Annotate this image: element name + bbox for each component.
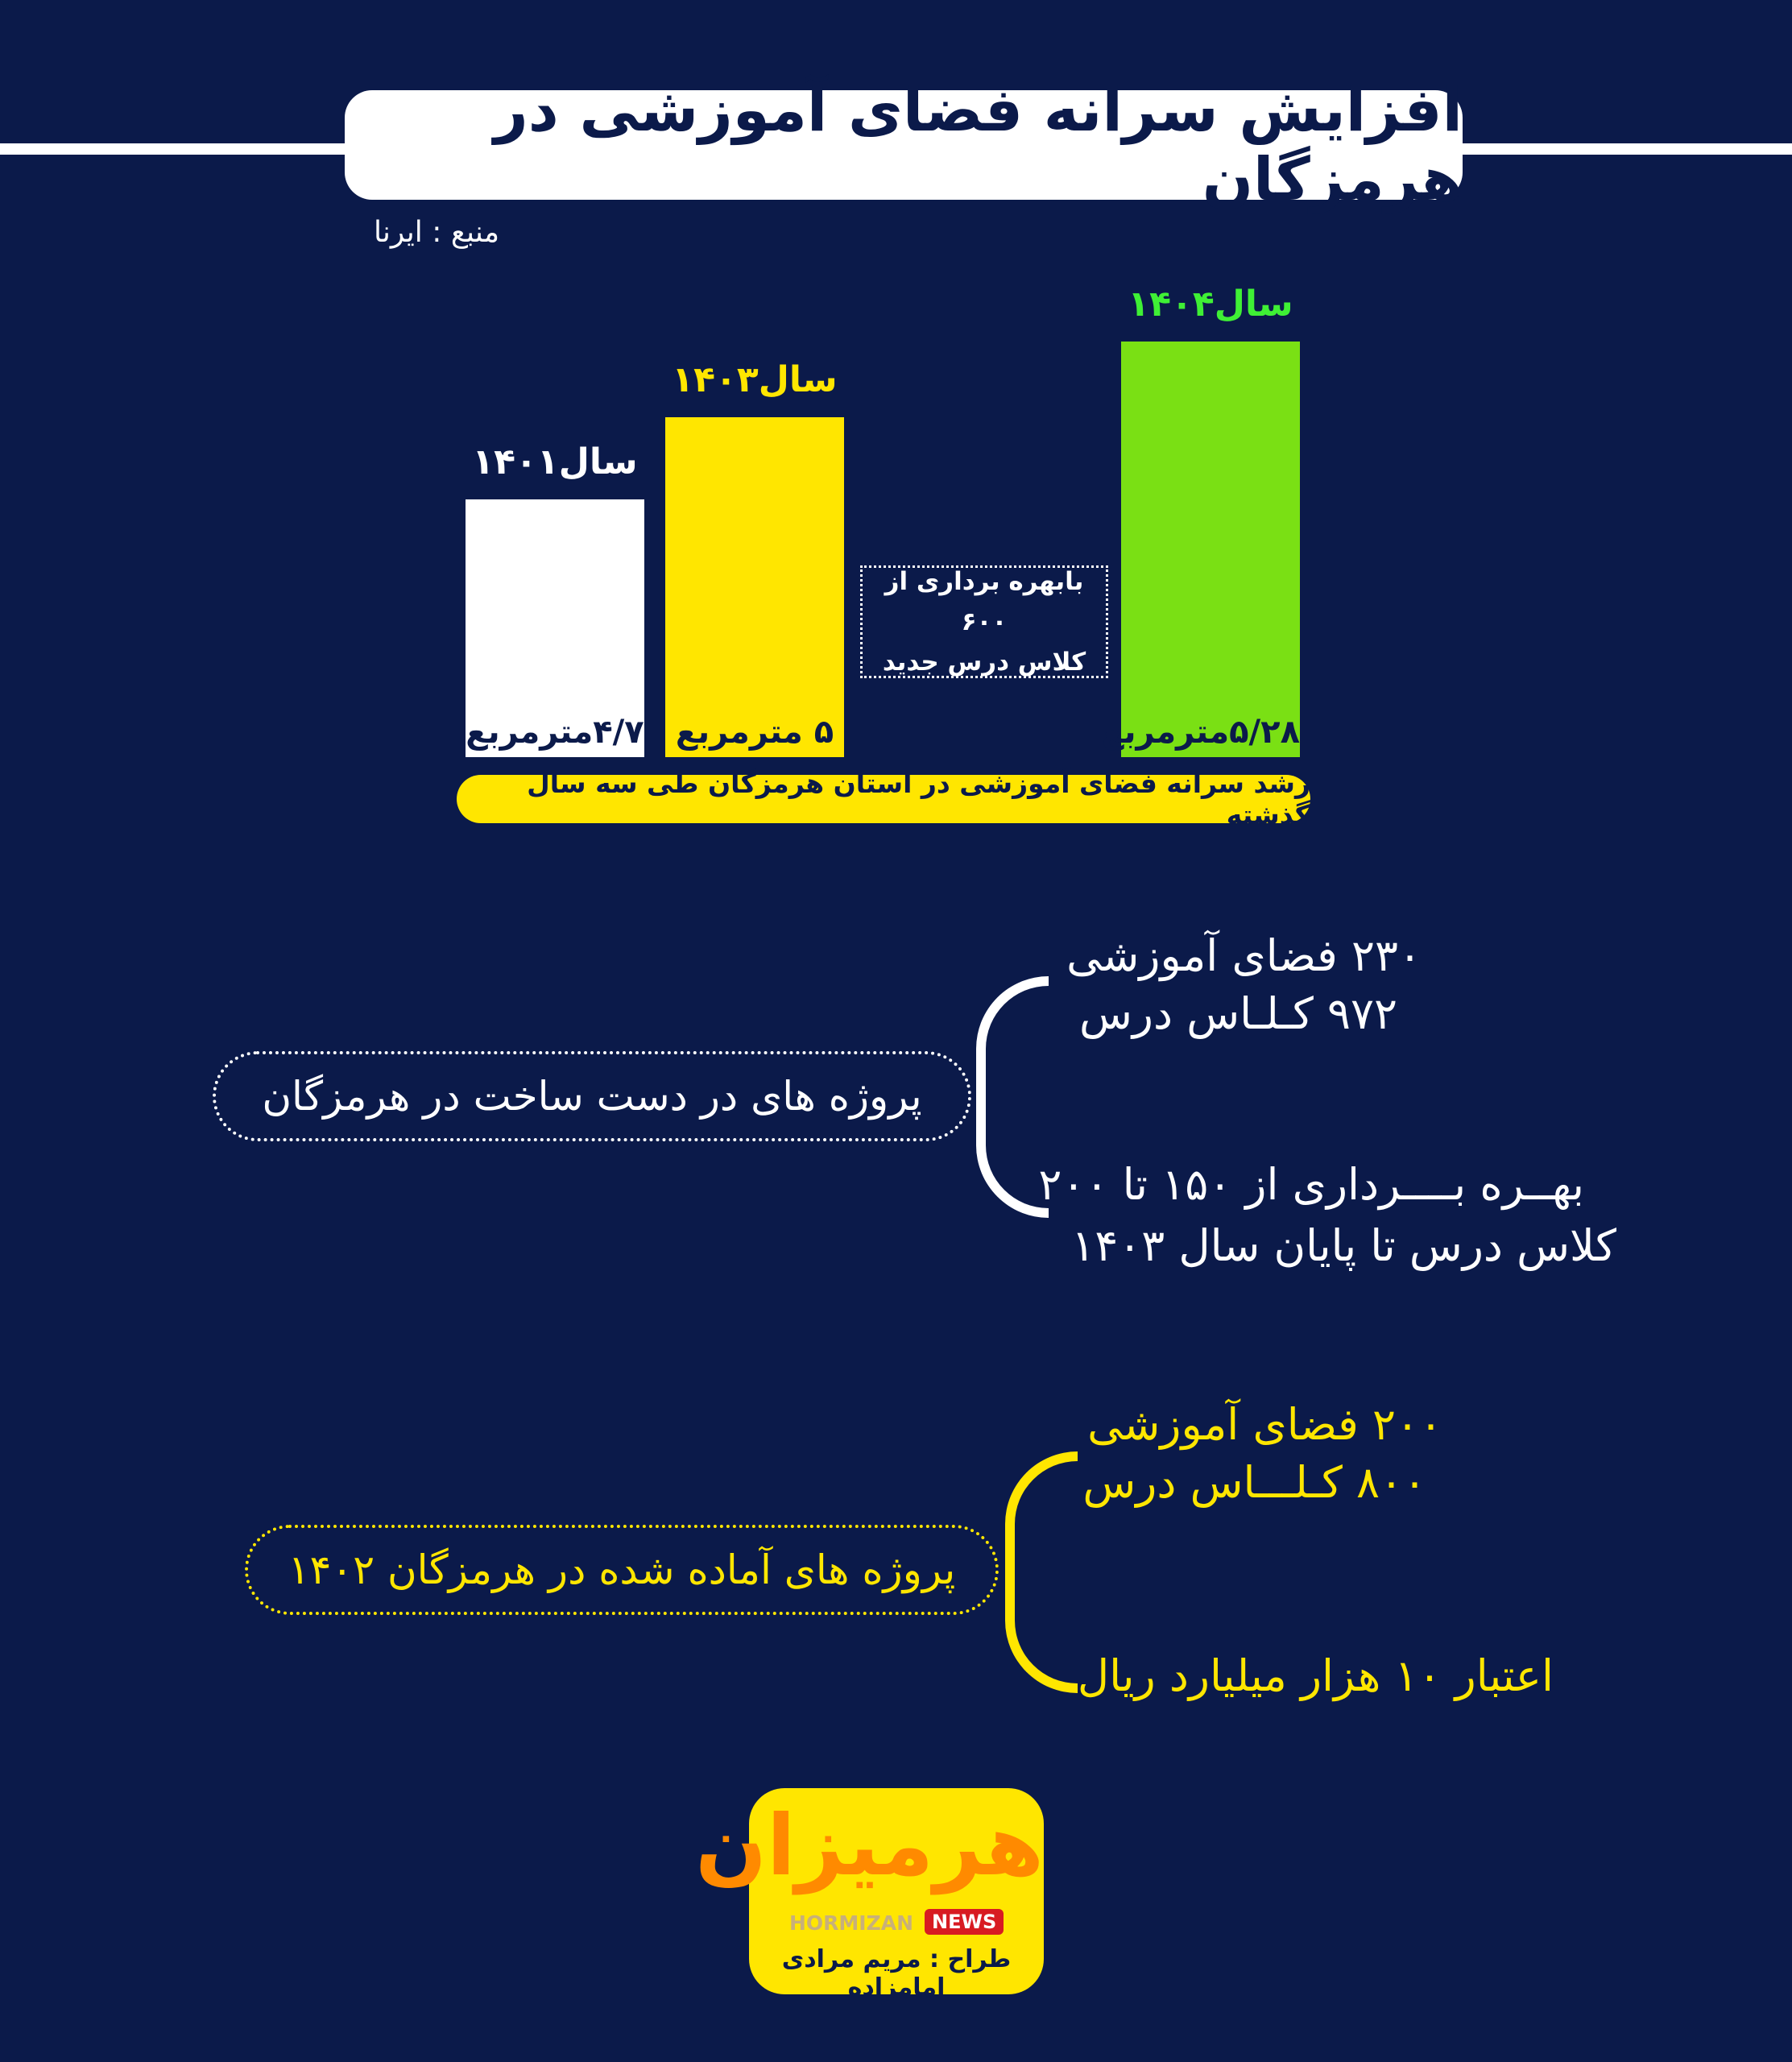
ready-projects-brace xyxy=(1005,1451,1078,1693)
hormizan-logo xyxy=(695,1788,1044,2002)
year-label-1404: سال۱۴۰۴ xyxy=(1128,284,1293,325)
chart-title: رشد سرانه فضای آموزشی در استان هرمزگان طی سه سال گذشته xyxy=(457,775,1310,823)
ready-projects-line-1: ۲۰۰ فضای آموزشی xyxy=(1087,1399,1442,1450)
title-rule-left xyxy=(0,143,346,155)
source-label: منبع : ایرنا xyxy=(373,216,499,249)
bar-value-1403: ۵ مترمربع xyxy=(675,714,834,751)
logo-news-badge: NEWS xyxy=(925,1909,1004,1935)
bar-value-1404: ۵/۲۸مترمربع xyxy=(1102,714,1300,751)
under-construction-line-3: بهــره بــــرداری از ۱۵۰ تا ۲۰۰ xyxy=(1038,1159,1584,1210)
ready-projects-line-2: ۸۰۰ کـلـــاس درس xyxy=(1082,1457,1426,1508)
bar-1401 xyxy=(466,499,644,757)
bar-1403 xyxy=(665,417,844,757)
bar-1404 xyxy=(1102,342,1300,757)
title-rule-right xyxy=(1461,143,1792,155)
under-construction-text: پروژه های در دست ساخت در هرمزگان xyxy=(262,1073,922,1120)
under-construction-line-4: کلاس درس تا پایان سال ۱۴۰۳ xyxy=(1071,1220,1616,1271)
ready-projects-text: پروژه های آماده شده در هرمزگان ۱۴۰۲ xyxy=(288,1546,956,1593)
logo-sub: HORMIZAN xyxy=(789,1911,914,1935)
year-label-1401: سال۱۴۰۱ xyxy=(472,441,638,482)
under-construction-label xyxy=(213,1051,971,1141)
ready-projects-line-3: اعتبار ۱۰ هزار میلیارد ریال xyxy=(1077,1650,1554,1701)
ready-projects-label xyxy=(245,1525,999,1615)
under-construction-line-1: ۲۳۰ فضای آموزشی xyxy=(1066,930,1422,981)
under-construction-line-2: ۹۷۲ کـلـاس درس xyxy=(1079,988,1397,1039)
designer-credit: طراح : مریم مرادی امامزاده xyxy=(781,1945,1012,2002)
year-label-1403: سال۱۴۰۳ xyxy=(672,359,838,400)
chart-annotation xyxy=(860,565,1108,678)
page-title: افزایش سرانه فضای آموزشی در هرمزگان xyxy=(345,90,1463,200)
bar-value-1401: ۴/۷مترمربع xyxy=(466,714,644,751)
logo-word: هرمیزان xyxy=(695,1796,1044,1894)
annotation-line-2: کلاس درس جدید xyxy=(882,648,1086,677)
annotation-line-1: بابهره برداری از ۶۰۰ xyxy=(884,567,1084,636)
